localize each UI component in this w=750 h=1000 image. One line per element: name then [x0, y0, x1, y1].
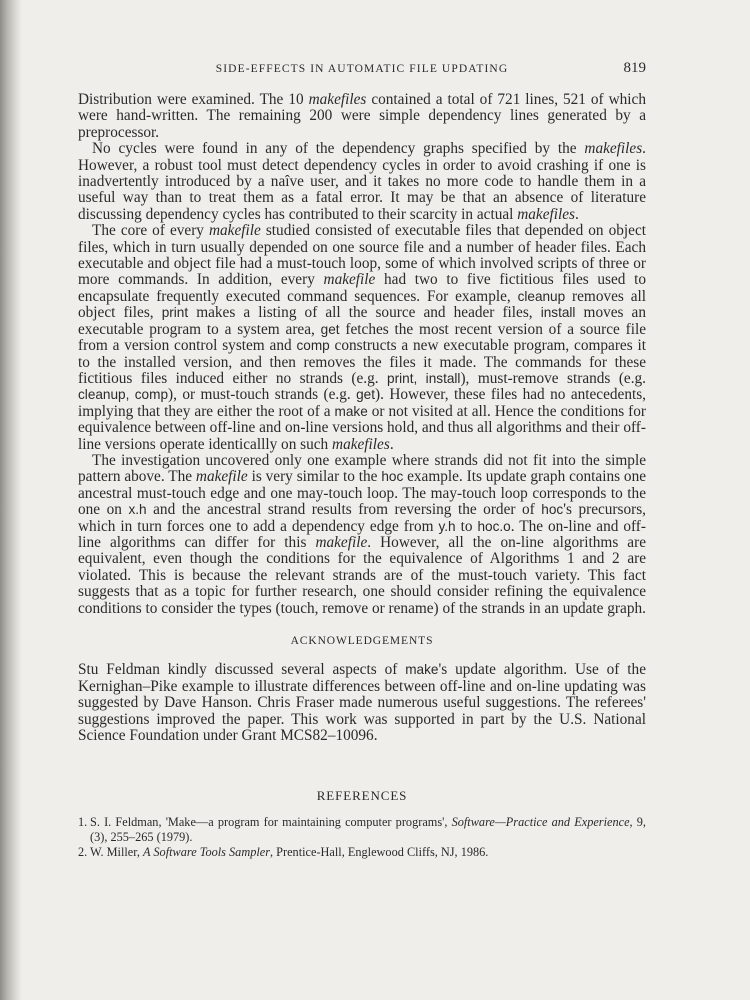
- reference-number: 2.: [78, 844, 88, 859]
- reference-text: [90, 815, 646, 843]
- body-text: [78, 92, 646, 744]
- running-head: [78, 60, 646, 82]
- references-heading: REFERENCES: [316, 788, 408, 804]
- reference-list: [78, 815, 646, 859]
- reference-item: [78, 845, 646, 859]
- text-run: Stu Feldman kindly discussed several aspects of: [78, 661, 406, 679]
- text-run: removes all object files,: [78, 287, 646, 322]
- text-run: . The on-line and off-line algorithms can differ for this: [78, 517, 646, 551]
- page-binding-shadow: [0, 0, 22, 1000]
- code-term: y.h: [438, 518, 456, 534]
- italic-term: makefile: [195, 468, 248, 486]
- paragraph-core-makefile: [78, 223, 646, 453]
- text-run: Distribution were examined. The 10: [78, 91, 309, 108]
- code-term: get: [356, 387, 375, 403]
- text-run: The core of every: [92, 222, 209, 240]
- text-run: fetches the most recent version of a source file from a version control system and: [78, 320, 646, 355]
- italic-term: makefile: [208, 222, 261, 240]
- text-run: had two to five fictitious files used to encapsulate frequently executed command sequences. For example,: [78, 271, 646, 305]
- text-run: example. Its update graph contains one ancestral must-touch edge and one may-touch loop. The may-touch loop corresponds to the one on: [78, 468, 647, 519]
- code-term: print: [161, 305, 189, 321]
- journal-page: [78, 60, 646, 860]
- text-run: constructs a new executable program, compares it to the installed version, and then removes the files it made. The commands for these fictitious files induced either no strands (e.g.: [78, 337, 646, 387]
- text-run: The investigation uncovered only one example where strands did not fit into the simple pattern above. The: [78, 451, 646, 486]
- italic-term: makefiles: [332, 435, 390, 453]
- italic-term: Software—Practice and Experience: [451, 815, 630, 830]
- text-run: studied consisted of executable files that depended on object files, which in turn usually depended on one source file and a number of header files. Each executable and object file had a must-touch loop, some of which involved scripts of three or more commands. In addition, every: [78, 222, 646, 289]
- text-run: to: [455, 517, 478, 535]
- text-run: .: [389, 435, 394, 453]
- text-run: makes a listing of all the source and header files,: [188, 304, 541, 322]
- text-run: or not visited at all. Hence the conditions for equivalence between off-line and on-line versions hold, and thus all algorithms and their off-line versions operate identicallly on such: [78, 402, 646, 453]
- italic-term: makefiles: [584, 140, 643, 158]
- text-run: 's precursors, which in turn forces one to add a dependency edge from: [78, 501, 646, 535]
- text-run: contained a total of 721 lines, 521 of which were hand-written. The remaining 200 were simple dependency lines generated by a preprocessor.: [78, 91, 646, 141]
- italic-term: A Software Tools Sampler: [143, 844, 271, 859]
- text-run: moves an executable program to a system area,: [78, 304, 646, 338]
- text-run: S. I. Feldman, 'Make—a program for maintaining computer programs',: [90, 815, 452, 830]
- code-term: print, install: [387, 370, 461, 386]
- code-term: comp: [296, 338, 330, 354]
- paragraph-acknowledgements: [78, 662, 646, 744]
- italic-term: makefiles: [308, 91, 367, 108]
- reference-text: [90, 845, 646, 859]
- reference-number: 1.: [78, 815, 88, 830]
- reference-item: [78, 815, 646, 843]
- text-run: is very similar to the: [247, 468, 382, 486]
- text-run: ), must-remove strands (e.g.: [460, 369, 646, 387]
- code-term: get: [320, 321, 340, 337]
- code-term: cleanup: [517, 288, 566, 304]
- code-term: hoc: [541, 502, 564, 518]
- running-title: SIDE-EFFECTS IN AUTOMATIC FILE UPDATING: [215, 63, 509, 75]
- paragraph-distribution: [78, 92, 646, 141]
- text-run: No cycles were found in any of the dependency graphs specified by the: [92, 140, 585, 158]
- text-run: ), or must-touch strands (e.g.: [168, 386, 357, 404]
- code-term: make: [405, 662, 439, 678]
- code-term: x.h: [128, 502, 147, 518]
- text-run: . However, a robust tool must detect dependency cycles in order to avoid crashing if one is inadvertently introduced by a naîve user, and it takes no more code to handle them in a useful way than to treat them as a fatal error. It may be that an absence of literature discussing dependency cycles has contributed to their scarcity in actual: [78, 140, 646, 223]
- text-run: 's update algorithm. Use of the Kernighan–Pike example to illustrate differences between off-line and on-line updating was suggested by Dave Hanson. Chris Fraser made numerous useful suggestions. The referees' suggestions improved the paper. This work was supported in part by the U.S. National Science Foundation under Grant MCS82–10096.: [78, 661, 646, 745]
- code-term: cleanup, comp: [78, 387, 169, 403]
- acknowledgements-heading: ACKNOWLEDGEMENTS: [290, 635, 434, 647]
- italic-term: makefiles: [517, 205, 575, 223]
- italic-term: makefile: [323, 271, 376, 289]
- code-term: hoc: [381, 469, 404, 485]
- text-run: .: [575, 205, 579, 223]
- text-run: W. Miller,: [90, 844, 144, 859]
- italic-term: makefile: [315, 533, 368, 551]
- text-run: , 9, (3), 255–265 (1979).: [90, 815, 646, 844]
- text-run: . However, all the on-line algorithms are equivalent, even though the conditions for the equivalence of Algorithms 1 and 2 are violated. This is because the relevant strands are of the must-touch variety. This fact suggests that as a topic for further research, one should consider refining the equivalence conditions to consider the types (touch, remove or rename) of the strands in an update graph.: [78, 533, 646, 617]
- text-run: ). However, these files had no antecedents, implying that they are either the root of a: [78, 386, 646, 420]
- paragraph-cycles: [78, 141, 646, 223]
- code-term: make: [334, 403, 368, 419]
- text-run: and the ancestral strand results from reversing the order of: [146, 501, 542, 519]
- code-term: hoc.o: [477, 518, 511, 534]
- page-number: 819: [623, 60, 646, 76]
- code-term: install: [540, 305, 576, 321]
- paragraph-investigation: [78, 453, 646, 617]
- text-run: , Prentice-Hall, Englewood Cliffs, NJ, 1986.: [270, 844, 489, 859]
